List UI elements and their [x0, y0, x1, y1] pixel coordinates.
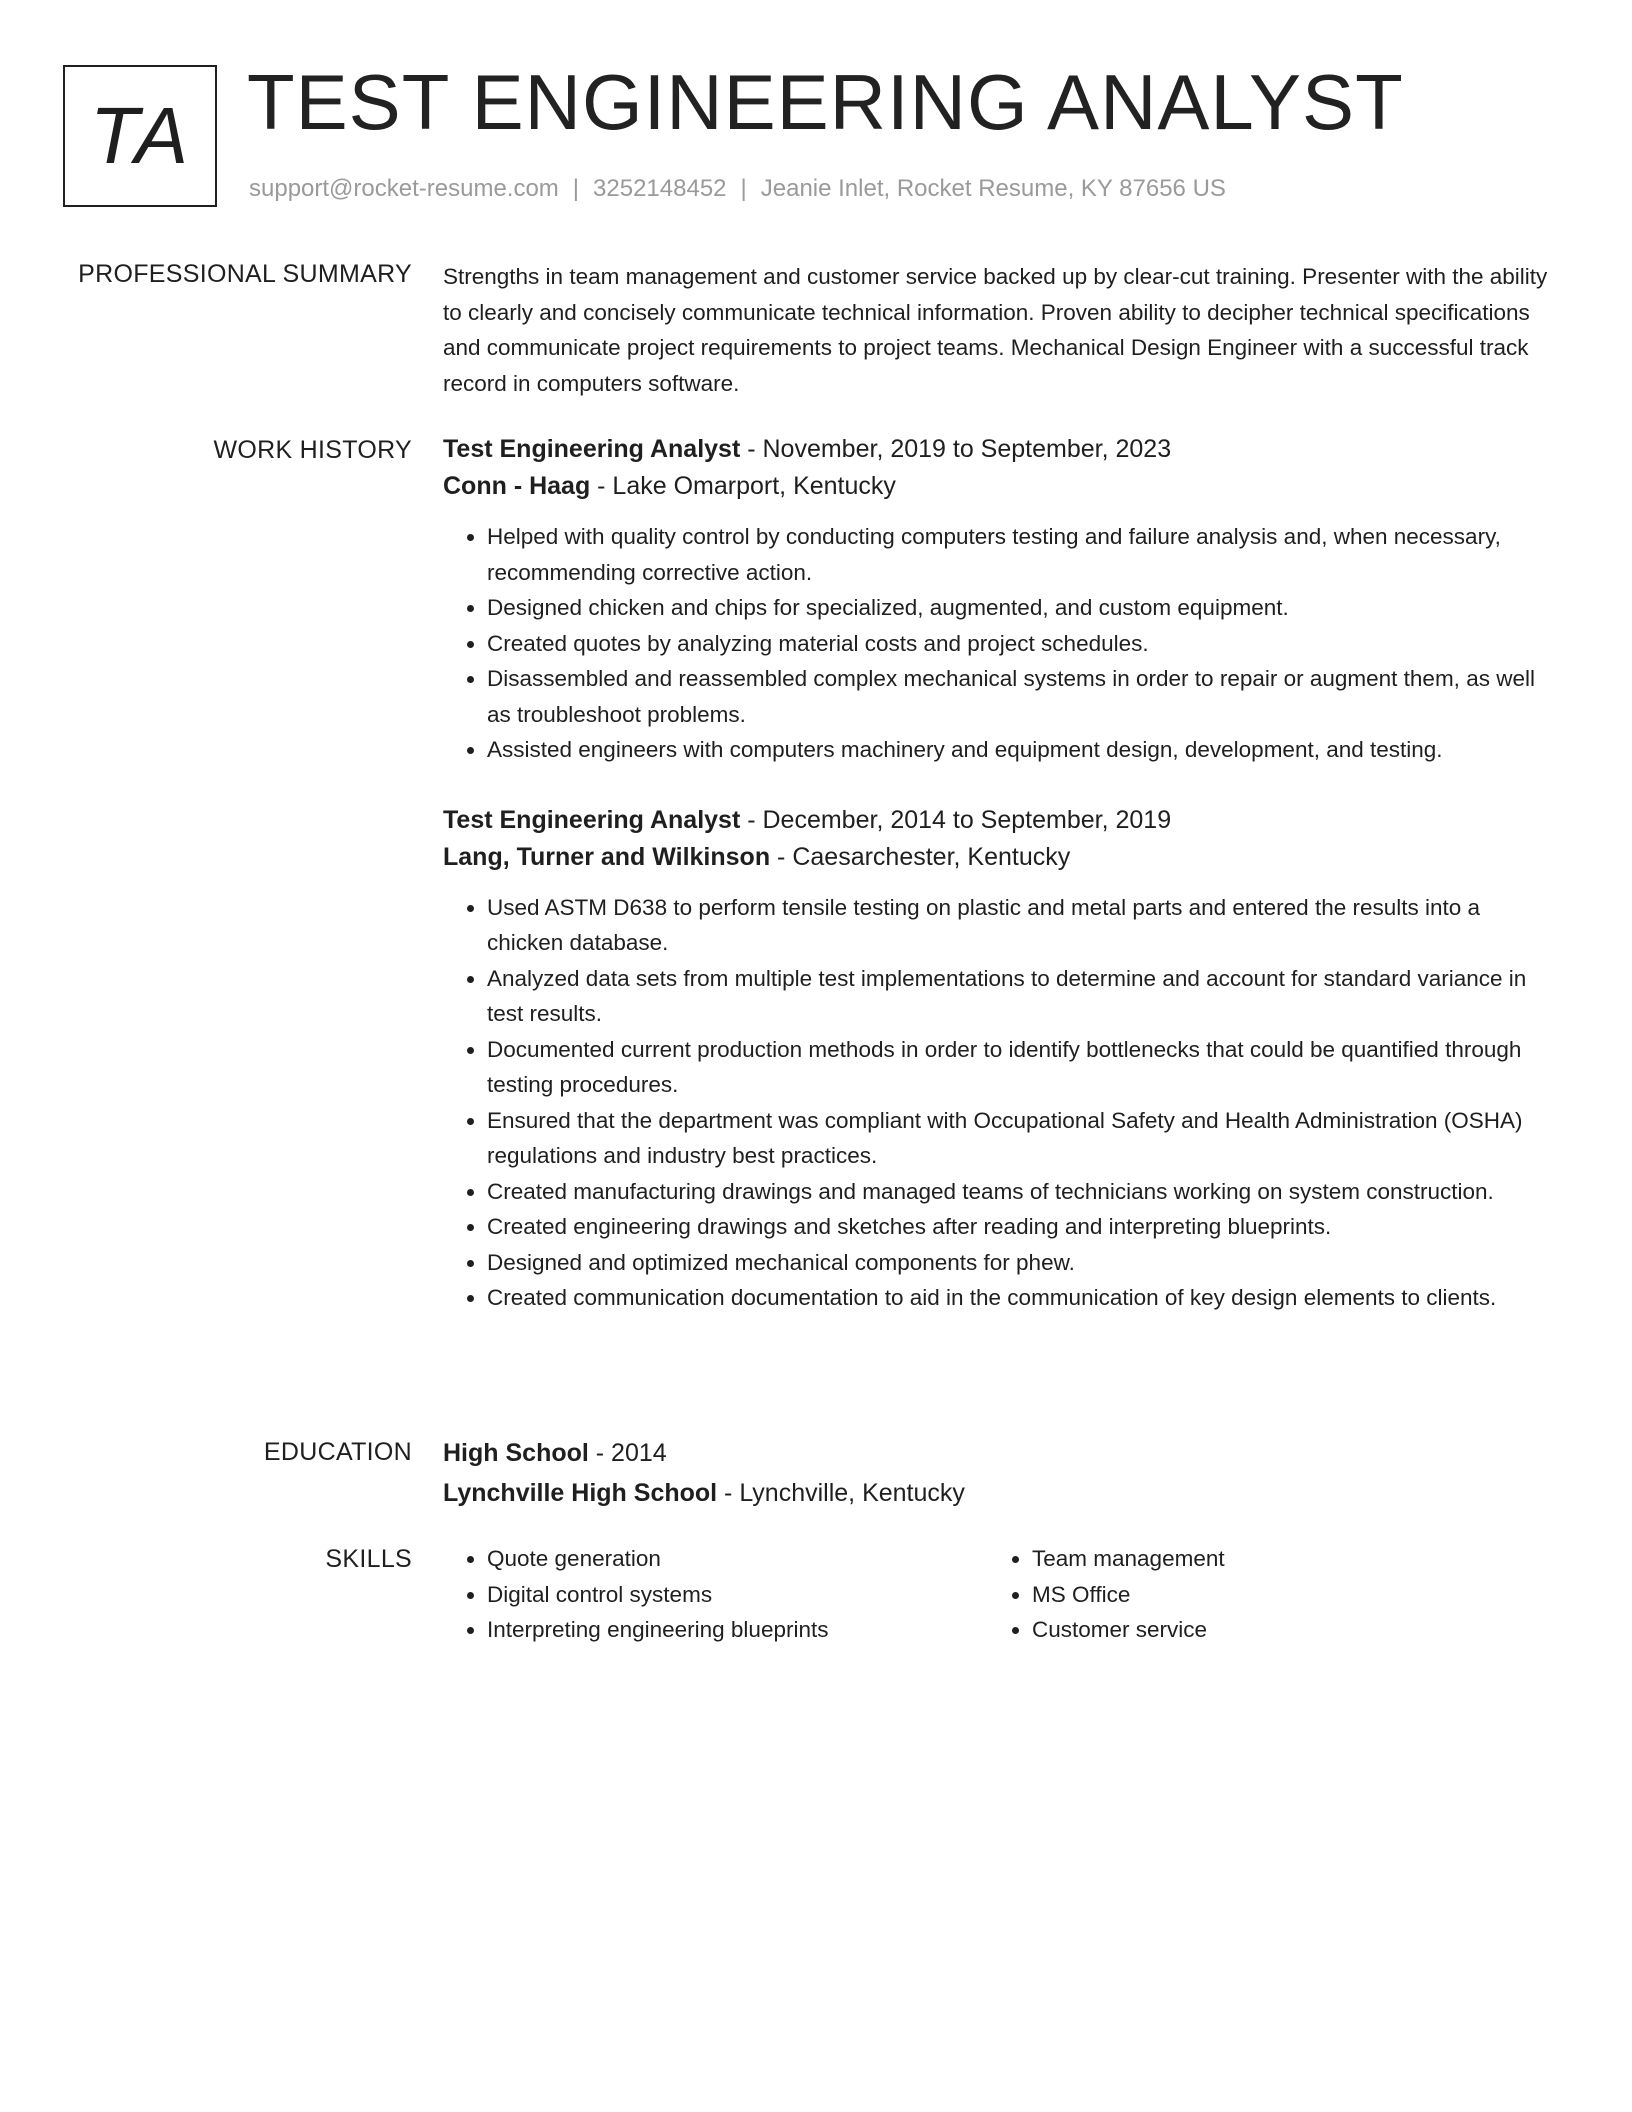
- job-dates: - December, 2014 to September, 2019: [740, 805, 1172, 834]
- summary-text: Strengths in team management and customer service backed up by clear-cut training. Presenter with the ability to clearly and concisely communicate technical information. Proven ability to decipher technical specifications and communicate project requirements to project teams. Mechanical Design Engineer with a successful track record in computers software.: [443, 264, 1548, 396]
- list-item: • Designed and optimized mechanical components for phew.: [487, 1245, 1553, 1281]
- education-body: [443, 1433, 1553, 1513]
- skills-list: [443, 1541, 988, 1648]
- summary-body: [443, 259, 1553, 401]
- education-year: - 2014: [588, 1439, 667, 1467]
- contact-address: Jeanie Inlet, Rocket Resume, KY 87656 US: [760, 175, 1226, 202]
- job-bullets: [443, 890, 1553, 1316]
- skills-column-1: [443, 1541, 988, 1648]
- list-item: • Created communication documentation to aid in the communication of key design elements to clients.: [487, 1280, 1553, 1316]
- contact-line: [249, 173, 1226, 205]
- skills-body: [443, 1541, 1553, 1648]
- list-item: • Customer service: [1032, 1612, 1488, 1648]
- list-item: • Created engineering drawings and sketches after reading and interpreting blueprints.: [487, 1209, 1553, 1245]
- job-company: Conn - Haag: [443, 472, 591, 500]
- education-degree-line: [443, 1433, 1553, 1473]
- list-item: • Assisted engineers with computers machinery and equipment design, development, and testing.: [487, 732, 1553, 768]
- list-item: • Helped with quality control by conducting computers testing and failure analysis and, when necessary, recommending corrective action.: [487, 519, 1553, 590]
- list-item: • Analyzed data sets from multiple test implementations to determine and account for standard variance in test results.: [487, 961, 1553, 1032]
- job-entry: [443, 431, 1553, 768]
- contact-separator: |: [572, 175, 580, 202]
- monogram-box: [63, 65, 217, 207]
- education-location: - Lynchville, Kentucky: [717, 1479, 965, 1507]
- contact-separator: |: [740, 175, 747, 202]
- education-school-line: [443, 1473, 1553, 1513]
- job-title: Test Engineering Analyst: [443, 805, 741, 834]
- education-degree: High School: [443, 1439, 589, 1467]
- job-entry: [443, 802, 1553, 1316]
- list-item: • Disassembled and reassembled complex mechanical systems in order to repair or augment them, as well as troubleshoot problems.: [487, 661, 1553, 732]
- education-school: Lynchville High School: [443, 1479, 718, 1507]
- list-item: • Created manufacturing drawings and managed teams of technicians working on system construction.: [487, 1174, 1553, 1210]
- list-item: • Created quotes by analyzing material costs and project schedules.: [487, 626, 1553, 662]
- list-item: • Used ASTM D638 to perform tensile testing on plastic and metal parts and entered the results into a chicken database.: [487, 890, 1553, 961]
- job-company-line: [443, 468, 1553, 505]
- resume-name: TEST ENGINEERING ANALYST: [247, 58, 1404, 146]
- job-dates: - November, 2019 to September, 2023: [740, 435, 1172, 463]
- job-company: Lang, Turner and Wilkinson: [443, 842, 771, 871]
- skills-column-2: [988, 1541, 1488, 1648]
- list-item: • Digital control systems: [487, 1577, 988, 1613]
- education-label: EDUCATION: [263, 1438, 412, 1466]
- contact-email: support@rocket-resume.com: [249, 175, 559, 202]
- work-history-body: [443, 431, 1553, 1316]
- monogram-initials: TA: [89, 91, 191, 180]
- job-company-line: [443, 839, 1553, 876]
- list-item: • MS Office: [1032, 1577, 1488, 1613]
- list-item: • Designed chicken and chips for specialized, augmented, and custom equipment.: [487, 590, 1553, 626]
- skills-label: SKILLS: [325, 1545, 412, 1573]
- job-location: - Caesarchester, Kentucky: [770, 842, 1071, 871]
- skills-list: [988, 1541, 1488, 1648]
- list-item: • Team management: [1032, 1541, 1488, 1577]
- list-item: • Quote generation: [487, 1541, 988, 1577]
- job-title-line: [443, 431, 1553, 468]
- summary-label: PROFESSIONAL SUMMARY: [78, 260, 412, 288]
- list-item: • Documented current production methods in order to identify bottlenecks that could be quantified through testing procedures.: [487, 1032, 1553, 1103]
- list-item: • Ensured that the department was compliant with Occupational Safety and Health Administration (OSHA) regulations and industry best practices.: [487, 1103, 1553, 1174]
- list-item: • Interpreting engineering blueprints: [487, 1612, 988, 1648]
- skills-columns: [443, 1541, 1553, 1648]
- work-history-label: WORK HISTORY: [213, 436, 412, 464]
- job-bullets: [443, 519, 1553, 768]
- job-title-line: [443, 802, 1553, 839]
- job-title: Test Engineering Analyst: [443, 435, 741, 463]
- job-location: - Lake Omarport, Kentucky: [590, 472, 896, 500]
- contact-phone: 3252148452: [593, 175, 727, 202]
